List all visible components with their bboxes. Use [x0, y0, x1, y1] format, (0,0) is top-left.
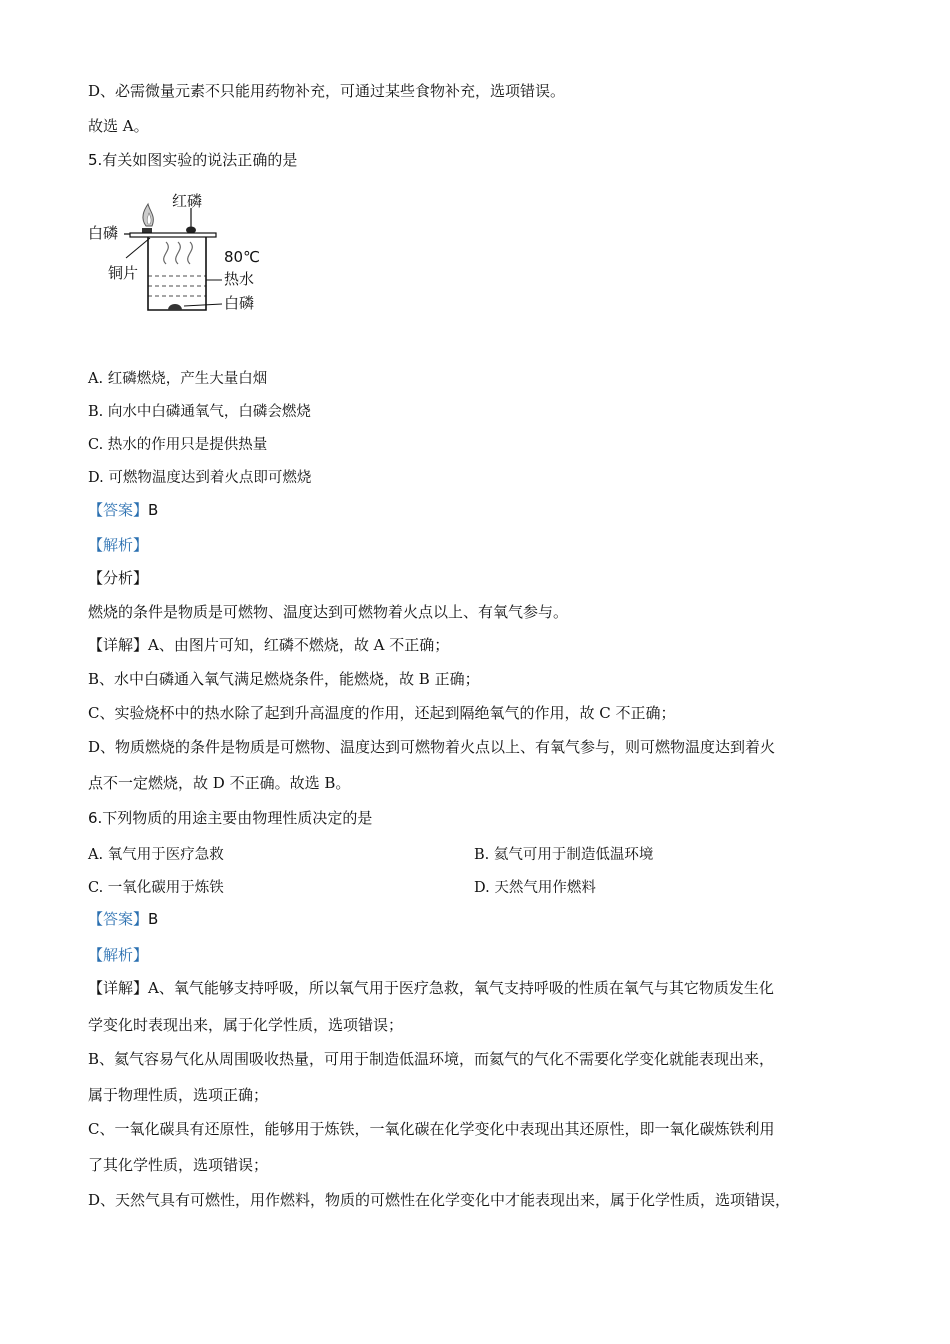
text-line: 燃烧的条件是物质是可燃物、温度达到可燃物着火点以上、有氧气参与。 — [88, 603, 569, 621]
q5-option-b: B. 向水中白磷通氧气，白磷会燃烧 — [88, 404, 311, 420]
text-line: 学变化时表现出来，属于化学性质，选项错误； — [88, 1016, 404, 1034]
question-6-title: 6.下列物质的用途主要由物理性质决定的是 — [88, 809, 373, 827]
q5-option-c: C. 热水的作用只是提供热量 — [88, 437, 268, 453]
q5-option-a: A. 红磷燃烧，产生大量白烟 — [88, 371, 268, 387]
answer-tag: 【答案】 — [88, 501, 149, 519]
text-line: D、物质燃烧的条件是物质是可燃物、温度达到可燃物着火点以上、有氧气参与，则可燃物温度达到着火 — [88, 738, 776, 756]
label-temperature: 80℃ — [224, 248, 260, 266]
text-line: B、氦气容易气化从周围吸收热量，可用于制造低温环境，而氦气的气化不需要化学变化就能表现出来， — [88, 1050, 775, 1068]
text-line: C、一氧化碳具有还原性，能够用于炼铁，一氧化碳在化学变化中表现出其还原性，即一氧化碳炼铁利用 — [88, 1120, 775, 1138]
text-line: D、必需微量元素不只能用药物补充，可通过某些食物补充，选项错误。 — [88, 82, 566, 100]
question-5-title: 5.有关如图实验的说法正确的是 — [88, 151, 298, 169]
q6-option-d: D. 天然气用作燃料 — [474, 880, 596, 896]
label-hot-water: 热水 — [224, 270, 255, 288]
answer-value: B — [148, 501, 159, 519]
text-line: 了其化学性质，选项错误； — [88, 1156, 269, 1174]
label-copper-sheet: 铜片 — [108, 264, 139, 282]
label-red-phosphorus: 红磷 — [172, 192, 203, 210]
q5-jiexi-tag: 【解析】 — [88, 536, 149, 554]
q6-option-a: A. 氧气用于医疗急救 — [88, 847, 224, 863]
label-white-phosphorus-bottom: 白磷 — [224, 294, 255, 312]
text-line: 【详解】A、由图片可知，红磷不燃烧，故 A 不正确； — [88, 636, 450, 654]
text-line: 【详解】A、氧气能够支持呼吸，所以氧气用于医疗急救，氧气支持呼吸的性质在氧气与其它物质发生化 — [88, 979, 774, 997]
experiment-figure — [86, 186, 276, 316]
answer-value: B — [148, 910, 159, 928]
text-line: 属于物理性质，选项正确； — [88, 1086, 269, 1104]
text-line: 点不一定燃烧，故 D 不正确。故选 B。 — [88, 774, 351, 792]
text-line: D、天然气具有可燃性，用作燃料，物质的可燃性在化学变化中才能表现出来，属于化学性质，选项错误， — [88, 1191, 791, 1209]
text-line: B、水中白磷通入氧气满足燃烧条件，能燃烧，故 B 正确； — [88, 670, 480, 688]
q5-answer-line — [88, 499, 158, 520]
q6-answer-line — [88, 908, 158, 929]
label-white-phosphorus-top: 白磷 — [88, 224, 119, 242]
q6-option-b: B. 氦气可用于制造低温环境 — [474, 847, 654, 863]
q5-option-d: D. 可燃物温度达到着火点即可燃烧 — [88, 470, 312, 486]
q5-fenxi-tag: 【分析】 — [88, 569, 149, 587]
text-line: 故选 A。 — [88, 117, 149, 135]
q6-jiexi-tag: 【解析】 — [88, 946, 149, 964]
answer-tag: 【答案】 — [88, 910, 149, 928]
text-line: C、实验烧杯中的热水除了起到升高温度的作用，还起到隔绝氧气的作用，故 C 不正确； — [88, 704, 676, 722]
q6-option-c: C. 一氧化碳用于炼铁 — [88, 880, 224, 896]
